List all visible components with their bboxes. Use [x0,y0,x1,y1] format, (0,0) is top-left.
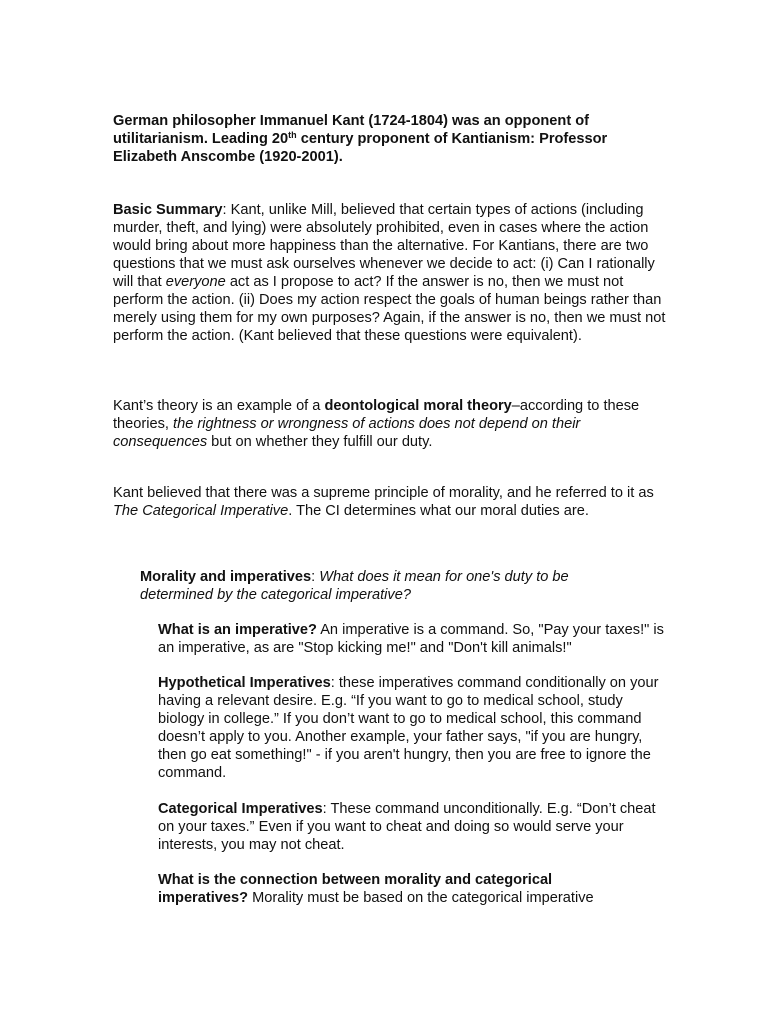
deontological-bold: deontological moral theory [324,398,512,414]
categorical-label: Categorical Imperatives [158,801,323,817]
supreme-text-1: Kant believed that there was a supreme principle of morality, and he referred to it as [113,485,654,501]
deontological-italic: the rightness or wrongness of actions does not depend on their consequences [113,416,581,450]
basic-summary-text-2: act as I propose to act? If the answer is no, then we must not perform the action. (ii) Does my action respect the goals of human beings rather than merely using them for my own purposes? Again, if the answer is no, then we must not perform the action. (Kant believed that these questions were equivalent). [113,274,666,344]
deontological-text-2: –according to these theories, [113,398,640,432]
hypothetical-label: Hypothetical Imperatives [158,675,331,691]
deontological-paragraph [113,397,673,451]
what-is-imperative-paragraph [158,621,668,657]
morality-imperatives-paragraph [140,568,610,604]
supreme-principle-paragraph [113,484,673,520]
morality-imperatives-label: Morality and imperatives [140,569,312,585]
categorical-imperatives-paragraph [158,800,658,854]
hypothetical-text: : these imperatives command conditionally on your having a relevant desire. E.g. “If you want to go to medical school, study biology in college.” If you don’t want to go to medical school, this command doesn’t apply to you. Another example, your father says, "if you are hungry, then go eat something!" - if you aren't hungry, then you are free to ignore the command. [158,675,659,781]
intro-paragraph [113,112,643,166]
deontological-text-1: Kant’s theory is an example of a [113,398,325,414]
deontological-text-3: but on whether they fulfill our duty. [207,434,433,450]
what-is-imperative-text: An imperative is a command. So, "Pay your taxes!" is an imperative, as are "Stop kicking me!" and "Don't kill animals!" [158,622,664,656]
connection-paragraph [158,871,618,907]
basic-summary-paragraph [113,201,673,345]
connection-label: What is the connection between morality and categorical imperatives? [158,872,553,906]
intro-text-1: German philosopher Immanuel Kant (1724-1804) was an opponent of utilitarianism. Leading 20 [113,113,590,147]
morality-imperatives-question: What does it mean for one's duty to be determined by the categorical imperative? [140,569,569,603]
intro-superscript: th [288,130,297,140]
what-is-imperative-label: What is an imperative? [158,622,317,638]
basic-summary-label: Basic Summary [113,202,223,218]
basic-summary-italic: everyone [165,274,226,290]
connection-text: Morality must be based on the categorical imperative [248,890,594,906]
hypothetical-imperatives-paragraph [158,674,668,782]
categorical-text: : These command unconditionally. E.g. “Don’t cheat on your taxes.” Even if you want to cheat and doing so would serve your interests, you may not cheat. [158,801,656,853]
intro-text-2: century proponent of Kantianism: Professor Elizabeth Anscombe (1920-2001). [113,131,608,165]
supreme-text-2: . The CI determines what our moral duties are. [288,503,589,519]
supreme-italic: The Categorical Imperative [113,503,289,519]
basic-summary-text-1: : Kant, unlike Mill, believed that certain types of actions (including murder, theft, and lying) were absolutely prohibited, even in cases where the action would bring about more happiness than the alternative. For Kantians, there are two questions that we must ask ourselves whenever we decide to act: (i) Can I rationally will that [113,202,655,290]
morality-imperatives-colon: : [311,569,320,585]
